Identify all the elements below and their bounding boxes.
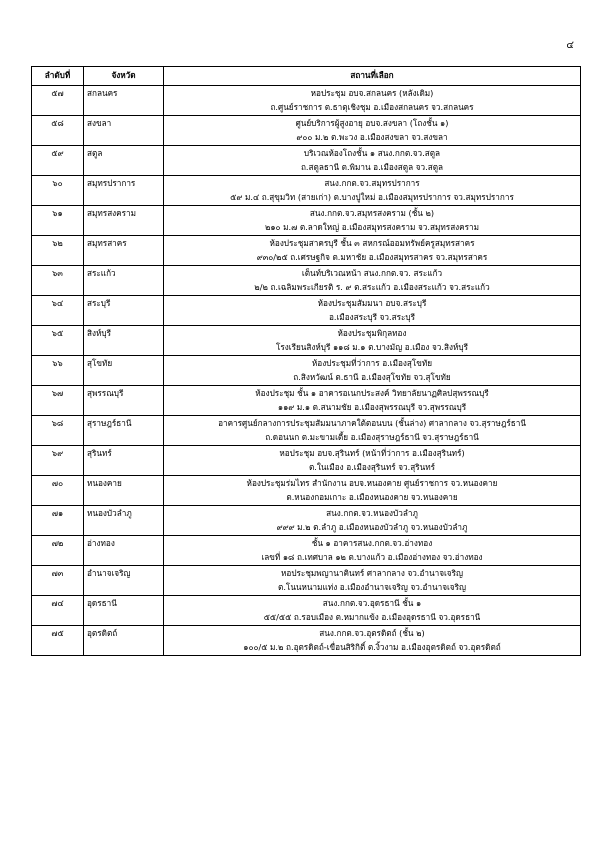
venue-cell bbox=[164, 176, 581, 206]
province-name: สุราษฎร์ธานี bbox=[84, 416, 164, 446]
venue-cell bbox=[164, 236, 581, 266]
row-number: ๖๙ bbox=[32, 446, 84, 476]
row-number: ๖๗ bbox=[32, 386, 84, 416]
venue-address: ๑๐๐/๕ ม.๒ ถ.อุตรดิตถ์-เขื่อนสิริกิติ์ ต.งิ้วงาม อ.เมืองอุตรดิตถ์ จว.อุตรดิตถ์ bbox=[243, 641, 501, 652]
table-row bbox=[32, 596, 581, 626]
row-number: ๖๓ bbox=[32, 266, 84, 296]
province-name: สุรินทร์ bbox=[84, 446, 164, 476]
venue-address: ๙๙๙ ม.๒ ต.ลำภู อ.เมืองหนองบัวลำภู จว.หนองบัวลำภู bbox=[276, 521, 468, 532]
venue-name: ห้องประชุมพิกุลทอง bbox=[337, 328, 407, 338]
venue-address: ๙๓๐/๒๕ ถ.เศรษฐกิจ ต.มหาชัย อ.เมืองสมุทรสาคร จว.สมุทรสาคร bbox=[256, 251, 488, 262]
row-number: ๗๕ bbox=[32, 626, 84, 656]
table-row bbox=[32, 446, 581, 476]
venue-name: ห้องประชุม ชั้น ๑ อาคารอเนกประสงค์ วิทยาลัยนาฏศิลปสุพรรณบุรี bbox=[255, 388, 489, 398]
venue-cell bbox=[164, 476, 581, 506]
venue-address: ๕๙ ม.๔ ถ.สุขุมวิท (สายเก่า) ต.บางปูใหม่ อ.เมืองสมุทรปราการ จว.สมุทรปราการ bbox=[230, 191, 514, 202]
venue-cell bbox=[164, 596, 581, 626]
table-row bbox=[32, 146, 581, 176]
venue-address: เลขที่ ๑๘ ถ.เทศบาล ๑๒ ต.บางแก้ว อ.เมืองอ่างทอง จว.อ่างทอง bbox=[261, 551, 483, 562]
row-number: ๗๓ bbox=[32, 566, 84, 596]
venue-cell bbox=[164, 296, 581, 326]
row-number: ๖๐ bbox=[32, 176, 84, 206]
province-name: สตูล bbox=[84, 146, 164, 176]
table-row bbox=[32, 326, 581, 356]
row-number: ๗๑ bbox=[32, 506, 84, 536]
venue-address: อ.เมืองสระบุรี จว.สระบุรี bbox=[328, 311, 415, 322]
venue-name: หอประชุม อบจ.สุรินทร์ (หน้าที่ว่าการ อ.เมืองสุรินทร์) bbox=[279, 448, 465, 458]
venue-name: หอประชุม อบจ.สกลนคร (หลังเดิม) bbox=[310, 88, 434, 98]
venue-cell bbox=[164, 446, 581, 476]
province-name: อุดรธานี bbox=[84, 596, 164, 626]
table-row bbox=[32, 86, 581, 116]
venue-name: สนง.กกต.จว.สมุทรสงคราม (ชั้น ๒) bbox=[309, 208, 435, 218]
venue-name: สนง.กกต.จว.อุตรดิตถ์ (ชั้น ๒) bbox=[319, 628, 425, 638]
row-number: ๖๖ bbox=[32, 356, 84, 386]
table-row bbox=[32, 116, 581, 146]
table-body bbox=[32, 86, 581, 656]
venue-name: บริเวณห้องโถงชั้น ๑ สนง.กกต.จว.สตูล bbox=[303, 148, 441, 158]
table-row bbox=[32, 176, 581, 206]
venue-name: ชั้น ๑ อาคารสนง.กกต.จว.อ่างทอง bbox=[311, 538, 433, 548]
venue-address: ๑๑๙ ม.๑ ต.สนามชัย อ.เมืองสุพรรณบุรี จว.สุพรรณบุรี bbox=[277, 401, 467, 412]
venue-name: ศูนย์บริการผู้สูงอายุ อบจ.สงขลา (โถงชั้น ๑) bbox=[295, 118, 449, 128]
venue-address: ถ.สตูลธานี ต.พิมาน อ.เมืองสตูล จว.สตูล bbox=[300, 161, 444, 172]
province-name: สิงห์บุรี bbox=[84, 326, 164, 356]
row-number: ๕๗ bbox=[32, 86, 84, 116]
province-name: สระบุรี bbox=[84, 296, 164, 326]
header-province: จังหวัด bbox=[84, 67, 164, 86]
row-number: ๕๙ bbox=[32, 146, 84, 176]
row-number: ๗๐ bbox=[32, 476, 84, 506]
venue-cell bbox=[164, 626, 581, 656]
venue-address: ถ.ดอนนก ต.มะขามเตี้ย อ.เมืองสุราษฎร์ธานี จว.สุราษฎร์ธานี bbox=[265, 431, 479, 442]
row-number: ๖๔ bbox=[32, 296, 84, 326]
venue-cell bbox=[164, 206, 581, 236]
row-number: ๖๘ bbox=[32, 416, 84, 446]
venue-name: ห้องประชุมสาครบุรี ชั้น ๓ สหกรณ์ออมทรัพย์ครูสมุทรสาคร bbox=[269, 238, 475, 248]
venue-table bbox=[31, 66, 581, 656]
province-name: หนองบัวลำภู bbox=[84, 506, 164, 536]
province-name: สมุทรสงคราม bbox=[84, 206, 164, 236]
venue-address: ต.หนองกอมเกาะ อ.เมืองหนองคาย จว.หนองคาย bbox=[286, 491, 458, 502]
venue-cell bbox=[164, 536, 581, 566]
header-venue: สถานที่เลือก bbox=[164, 67, 581, 86]
venue-address: ถ.ศูนย์ราชการ ต.ธาตุเชิงชุม อ.เมืองสกลนคร จว.สกลนคร bbox=[270, 101, 474, 112]
province-name: สระแก้ว bbox=[84, 266, 164, 296]
venue-address: ๙๐๐ ม.๒ ต.พะวง อ.เมืองสงขลา จว.สงขลา bbox=[296, 131, 448, 142]
row-number: ๕๘ bbox=[32, 116, 84, 146]
venue-cell bbox=[164, 416, 581, 446]
province-name: สุพรรณบุรี bbox=[84, 386, 164, 416]
table-row bbox=[32, 566, 581, 596]
venue-address: ๕๕/๕๕ ถ.รอบเมือง ต.หมากแข้ง อ.เมืองอุดรธานี จว.อุดรธานี bbox=[263, 611, 481, 622]
venue-name: สนง.กกต.จว.อุดรธานี ชั้น ๑ bbox=[322, 598, 422, 608]
row-number: ๖๕ bbox=[32, 326, 84, 356]
province-name: อุตรดิตถ์ bbox=[84, 626, 164, 656]
venue-name: อาคารศูนย์กลางการประชุมสัมมนาภาคใต้ตอนบน (ชั้นล่าง) ศาลากลาง จว.สุราษฎร์ธานี bbox=[218, 418, 526, 428]
table-row bbox=[32, 476, 581, 506]
province-name: อ่างทอง bbox=[84, 536, 164, 566]
row-number: ๗๒ bbox=[32, 536, 84, 566]
table-row bbox=[32, 386, 581, 416]
venue-cell bbox=[164, 116, 581, 146]
row-number: ๗๔ bbox=[32, 596, 84, 626]
province-name: สมุทรสาคร bbox=[84, 236, 164, 266]
table-row bbox=[32, 236, 581, 266]
venue-cell bbox=[164, 86, 581, 116]
venue-address: ต.โนนหนามแท่ง อ.เมืองอำนาจเจริญ จว.อำนาจเจริญ bbox=[278, 581, 466, 592]
venue-cell bbox=[164, 386, 581, 416]
venue-address: ต.ในเมือง อ.เมืองสุรินทร์ จว.สุรินทร์ bbox=[308, 461, 436, 472]
row-number: ๖๒ bbox=[32, 236, 84, 266]
table-row bbox=[32, 416, 581, 446]
venue-cell bbox=[164, 506, 581, 536]
venue-name: สนง.กกต.จว.สมุทรปราการ bbox=[324, 178, 420, 188]
venue-name: เต็นท์บริเวณหน้า สนง.กกต.จว. สระแก้ว bbox=[301, 268, 443, 278]
province-name: สมุทรปราการ bbox=[84, 176, 164, 206]
table-row bbox=[32, 626, 581, 656]
venue-name: สนง.กกต.จว.หนองบัวลำภู bbox=[326, 508, 418, 518]
header-number: ลำดับที่ bbox=[32, 67, 84, 86]
venue-cell bbox=[164, 356, 581, 386]
page-number: ๔ bbox=[566, 40, 574, 51]
venue-name: ห้องประชุมร่มไทร สำนักงาน อบจ.หนองคาย ศูนย์ราชการ จว.หนองคาย bbox=[246, 478, 498, 488]
table-row bbox=[32, 296, 581, 326]
table-row bbox=[32, 266, 581, 296]
venue-address: ๒/๒ ถ.เฉลิมพระเกียรติ ร. ๙ ต.สระแก้ว อ.เมืองสระแก้ว จว.สระแก้ว bbox=[254, 281, 490, 292]
province-name: สกลนคร bbox=[84, 86, 164, 116]
venue-address: ๒๑๐ ม.๗ ต.ลาดใหญ่ อ.เมืองสมุทรสงคราม จว.สมุทรสงคราม bbox=[264, 221, 480, 232]
province-name: อำนาจเจริญ bbox=[84, 566, 164, 596]
venue-cell bbox=[164, 326, 581, 356]
table-row bbox=[32, 206, 581, 236]
table-header-row bbox=[32, 67, 581, 86]
venue-name: หอประชุมพญานาคินทร์ ศาลากลาง จว.อำนาจเจริญ bbox=[281, 568, 463, 578]
venue-name: ห้องประชุมที่ว่าการ อ.เมืองสุโขทัย bbox=[311, 358, 433, 368]
venue-address: ถ.สิงหวัฒน์ ต.ธานี อ.เมืองสุโขทัย จว.สุโขทัย bbox=[293, 371, 451, 382]
venue-cell bbox=[164, 146, 581, 176]
table-row bbox=[32, 506, 581, 536]
row-number: ๖๑ bbox=[32, 206, 84, 236]
province-name: สงขลา bbox=[84, 116, 164, 146]
table-row bbox=[32, 536, 581, 566]
table-row bbox=[32, 356, 581, 386]
province-name: หนองคาย bbox=[84, 476, 164, 506]
province-name: สุโขทัย bbox=[84, 356, 164, 386]
venue-address: โรงเรียนสิงห์บุรี ๑๑๘ ม.๑ ต.บางมัญ อ.เมือง จว.สิงห์บุรี bbox=[276, 341, 468, 352]
venue-cell bbox=[164, 566, 581, 596]
venue-name: ห้องประชุมสัมมนา อบจ.สระบุรี bbox=[317, 298, 427, 308]
venue-cell bbox=[164, 266, 581, 296]
